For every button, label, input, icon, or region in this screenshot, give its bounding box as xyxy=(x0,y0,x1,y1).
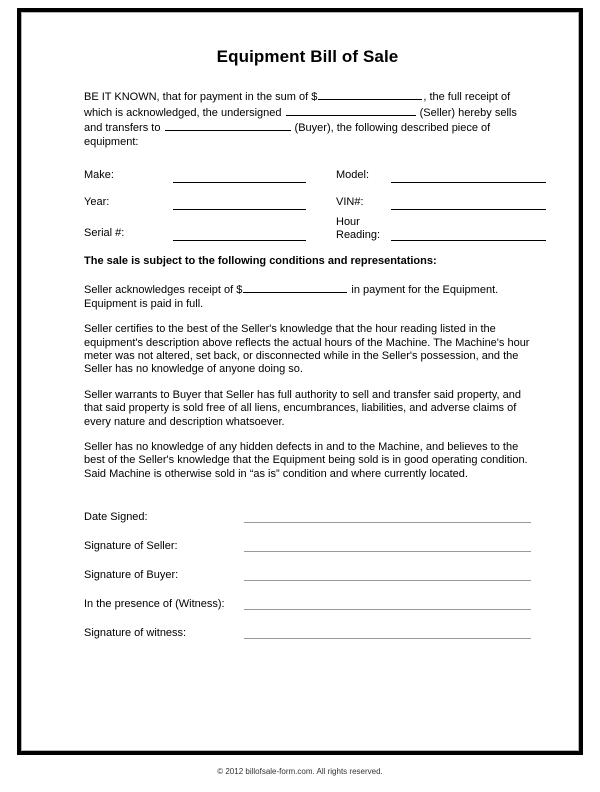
field-make-label: Make: xyxy=(84,169,114,182)
field-make-input[interactable] xyxy=(173,182,306,183)
field-vin-label: VIN#: xyxy=(336,196,364,209)
field-vin xyxy=(336,196,391,209)
signature-of-witness-label: Signature of witness: xyxy=(84,627,187,640)
field-hour-reading xyxy=(336,216,391,243)
signature-of-seller-input[interactable] xyxy=(244,551,531,552)
intro-segment-3: (Seller) hereby sells and transfers to xyxy=(84,106,517,135)
field-make xyxy=(84,169,156,182)
buyer-name-blank[interactable] xyxy=(165,120,291,131)
field-hour-reading-label-line2: Reading: xyxy=(336,229,381,242)
signature-of-seller-label: Signature of Seller: xyxy=(84,540,178,553)
field-serial-label: Serial #: xyxy=(84,227,125,240)
clause-receipt-segment-1: Seller acknowledges receipt of $ xyxy=(84,284,243,297)
intro-paragraph xyxy=(84,89,531,149)
field-model-label: Model: xyxy=(336,169,370,182)
intro-segment-4: (Buyer), the following described piece of equipment: xyxy=(84,122,491,148)
signature-row xyxy=(84,540,531,569)
signature-row xyxy=(84,511,531,540)
field-hour-reading-input[interactable] xyxy=(391,240,546,241)
seller-name-blank[interactable] xyxy=(286,105,416,116)
field-year-input[interactable] xyxy=(173,209,306,210)
footer-copyright: © 2012 billofsale-form.com. All rights reserved. xyxy=(217,767,383,776)
conditions-heading: The sale is subject to the following conditions and representations: xyxy=(84,255,437,268)
signature-of-witness-input[interactable] xyxy=(244,638,531,639)
date-signed-input[interactable] xyxy=(244,522,531,523)
witness-presence-input[interactable] xyxy=(244,609,531,610)
intro-segment-1: BE IT KNOWN, that for payment in the sum of $ xyxy=(84,91,318,104)
receipt-amount-blank[interactable] xyxy=(243,282,347,293)
clause-warranty: Seller warrants to Buyer that Seller has full authority to sell and transfer said property, and that said property is sold free of all liens, encumbrances, liabilities, and adverse claims of every nature and description whatsoever. xyxy=(84,388,521,428)
document-page-border xyxy=(17,8,583,755)
clause-hour-reading: Seller certifies to the best of the Seller's knowledge that the hour reading listed in the equipment's description above reflects the actual hours of the Machine. The Machine's hour meter was not altered, set back, or disconnected while in the Seller's possession, and the Seller has no knowledge of anyone doing so. xyxy=(84,323,530,376)
field-year-label: Year: xyxy=(84,196,110,209)
signature-of-buyer-label: Signature of Buyer: xyxy=(84,569,179,582)
field-serial-input[interactable] xyxy=(173,240,306,241)
field-serial xyxy=(84,227,156,240)
signature-of-buyer-input[interactable] xyxy=(244,580,531,581)
clause-receipt-segment-2: in payment for the Equipment. Equipment is paid in full. xyxy=(84,284,499,310)
purchase-amount-blank[interactable] xyxy=(318,89,422,100)
signature-row xyxy=(84,598,531,627)
signature-block xyxy=(84,511,531,656)
field-model xyxy=(336,169,391,182)
field-model-input[interactable] xyxy=(391,182,546,183)
signature-row xyxy=(84,627,531,656)
page-title: Equipment Bill of Sale xyxy=(216,47,399,66)
field-vin-input[interactable] xyxy=(391,209,546,210)
equipment-description-fields xyxy=(84,169,531,255)
witness-presence-label: In the presence of (Witness): xyxy=(84,598,225,611)
signature-row xyxy=(84,569,531,598)
intro-segment-2: , the full receipt of which is acknowledged, the undersigned xyxy=(84,91,511,119)
field-hour-reading-label-line1: Hour xyxy=(336,216,360,229)
clause-as-is: Seller has no knowledge of any hidden defects in and to the Machine, and believes to the best of the Seller's knowledge that the Equipment being sold is in good operating condition. Said Machine is otherwise sold in “as is” condition and where currently located. xyxy=(84,441,528,480)
document-content xyxy=(84,47,531,656)
field-year xyxy=(84,196,156,209)
clause-receipt xyxy=(84,282,531,311)
date-signed-label: Date Signed: xyxy=(84,511,148,524)
